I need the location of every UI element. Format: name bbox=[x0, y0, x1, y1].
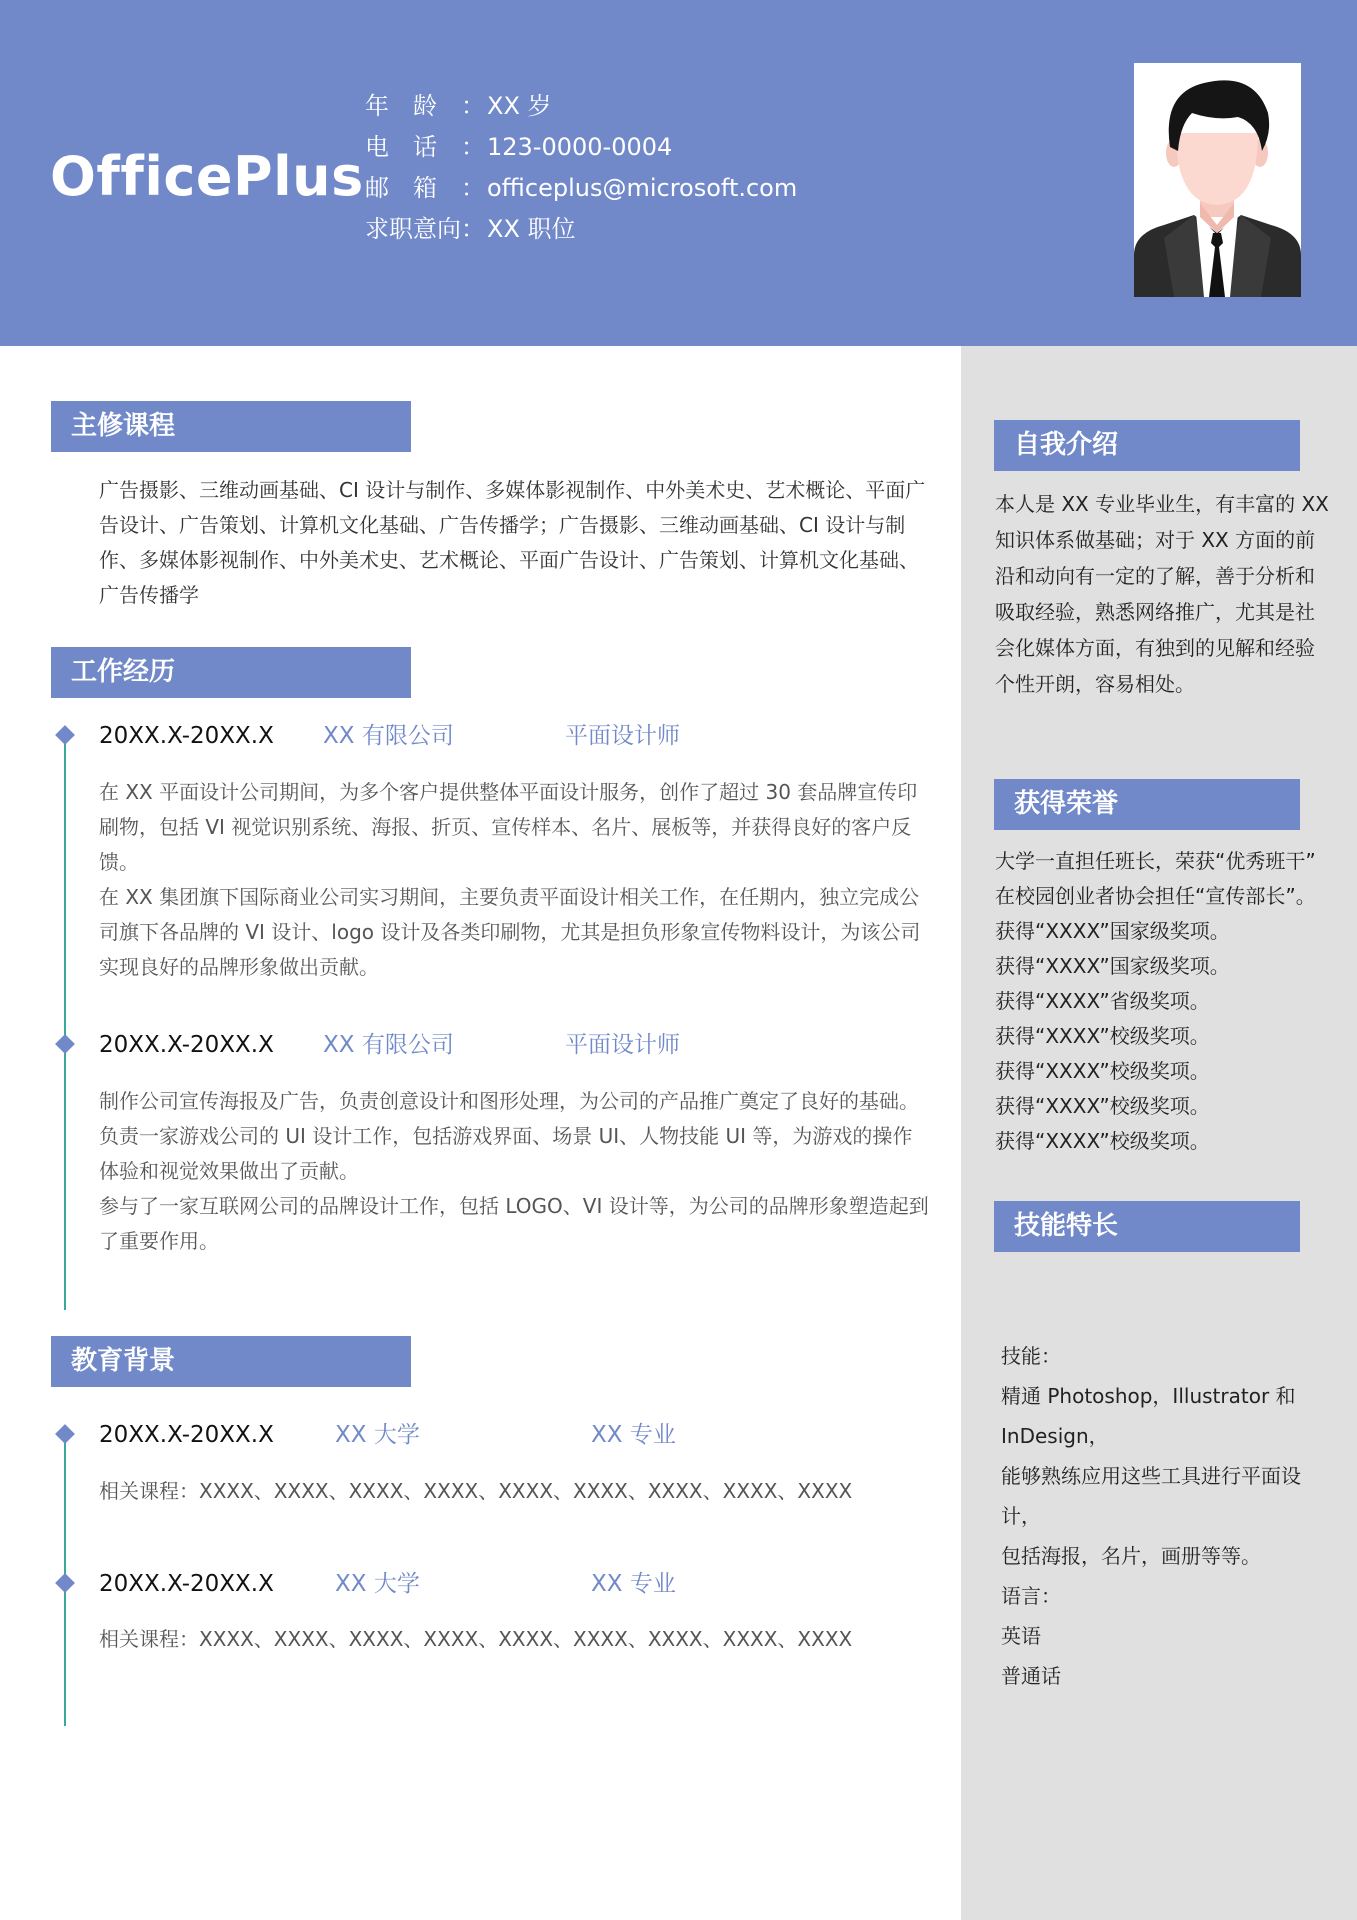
description-paragraph: 在 XX 平面设计公司期间，为多个客户提供整体平面设计服务，创作了超过 30 套品牌宣传印刷物，包括 VI 视觉识别系统、海报、折页、宣传样本、名片、展板等，并获得良好的客户反馈。 bbox=[99, 780, 918, 874]
work-entry-description bbox=[99, 775, 929, 985]
section-title-courses: 主修课程 bbox=[51, 401, 411, 452]
contact-label: 求职意向： bbox=[365, 215, 485, 243]
education-courses: 相关课程：XXXX、XXXX、XXXX、XXXX、XXXX、XXXX、XXXX、XXXX、XXXX bbox=[99, 1479, 853, 1503]
contact-label: 邮箱： bbox=[365, 174, 485, 202]
profile-photo bbox=[1134, 63, 1301, 297]
skill-line: 英语 bbox=[1001, 1624, 1041, 1648]
contact-info bbox=[365, 86, 797, 250]
entry-school: XX 大学 bbox=[335, 1571, 420, 1597]
honors-list bbox=[995, 844, 1340, 1159]
brand-name: OfficePlus bbox=[50, 145, 364, 208]
contact-value: 123-0000-0004 bbox=[487, 133, 673, 161]
contact-label: 电话： bbox=[365, 133, 485, 161]
entry-date: 20XX.X-20XX.X bbox=[99, 723, 274, 749]
skill-line: 精通 Photoshop，Illustrator 和 InDesign， bbox=[1001, 1384, 1296, 1448]
timeline-diamond-icon bbox=[55, 1573, 75, 1593]
contact-value: XX 岁 bbox=[487, 92, 552, 120]
timeline-diamond-icon bbox=[55, 1424, 75, 1444]
contact-row-objective bbox=[365, 209, 797, 250]
description-paragraph: 在 XX 集团旗下国际商业公司实习期间，主要负责平面设计相关工作，在任期内，独立完成公司旗下各品牌的 VI 设计、logo 设计及各类印刷物，尤其是担负形象宣传物料设计，为该公司实现良好的品牌形象做出贡献。 bbox=[99, 885, 921, 979]
description-paragraph: 负责一家游戏公司的 UI 设计工作，包括游戏界面、场景 UI、人物技能 UI 等，为游戏的操作体验和视觉效果做出了贡献。 bbox=[99, 1124, 913, 1183]
entry-role: 平面设计师 bbox=[565, 1032, 680, 1058]
section-title-education: 教育背景 bbox=[51, 1336, 411, 1387]
section-title-self-intro: 自我介绍 bbox=[994, 420, 1300, 471]
education-entry-header bbox=[99, 1569, 899, 1599]
skill-line: 语言： bbox=[1001, 1584, 1061, 1608]
education-courses: 相关课程：XXXX、XXXX、XXXX、XXXX、XXXX、XXXX、XXXX、XXXX、XXXX bbox=[99, 1627, 853, 1651]
section-title-honors: 获得荣誉 bbox=[994, 779, 1300, 830]
entry-role: 平面设计师 bbox=[565, 723, 680, 749]
entry-date: 20XX.X-20XX.X bbox=[99, 1422, 274, 1448]
honor-item: 获得“XXXX”省级奖项。 bbox=[995, 989, 1210, 1013]
entry-school: XX 大学 bbox=[335, 1422, 420, 1448]
education-entry-header bbox=[99, 1420, 899, 1450]
self-intro-text: 本人是 XX 专业毕业生，有丰富的 XX 知识体系做基础；对于 XX 方面的前沿和动向有一定的了解，善于分析和吸取经验，熟悉网络推广，尤其是社会化媒体方面，有独到的见解和经验个性开朗，容易相处。 bbox=[995, 492, 1329, 696]
skill-line: 技能： bbox=[1001, 1344, 1061, 1368]
header-banner bbox=[0, 0, 1357, 346]
section-title-work: 工作经历 bbox=[51, 647, 411, 698]
description-paragraph: 参与了一家互联网公司的品牌设计工作，包括 LOGO、VI 设计等，为公司的品牌形象塑造起到了重要作用。 bbox=[99, 1194, 929, 1253]
honor-item: 获得“XXXX”校级奖项。 bbox=[995, 1094, 1210, 1118]
honor-item: 获得“XXXX”校级奖项。 bbox=[995, 1059, 1210, 1083]
skills-list bbox=[1001, 1336, 1321, 1696]
work-entry-header bbox=[99, 721, 899, 751]
section-title-skills: 技能特长 bbox=[994, 1201, 1300, 1252]
honor-item: 获得“XXXX”国家级奖项。 bbox=[995, 919, 1230, 943]
contact-value: officeplus@microsoft.com bbox=[487, 174, 798, 202]
entry-company: XX 有限公司 bbox=[323, 723, 454, 749]
description-paragraph: 制作公司宣传海报及广告，负责创意设计和图形处理，为公司的产品推广奠定了良好的基础。 bbox=[99, 1089, 919, 1113]
contact-value: XX 职位 bbox=[487, 215, 576, 243]
skill-line: 能够熟练应用这些工具进行平面设计， bbox=[1001, 1464, 1301, 1528]
timeline-diamond-icon bbox=[55, 725, 75, 745]
honor-item: 获得“XXXX”校级奖项。 bbox=[995, 1129, 1210, 1153]
entry-date: 20XX.X-20XX.X bbox=[99, 1571, 274, 1597]
contact-label: 年龄： bbox=[365, 92, 485, 120]
entry-major: XX 专业 bbox=[591, 1422, 676, 1448]
entry-date: 20XX.X-20XX.X bbox=[99, 1032, 274, 1058]
timeline-diamond-icon bbox=[55, 1034, 75, 1054]
avatar-man-in-suit-icon bbox=[1134, 63, 1301, 297]
honor-item: 获得“XXXX”校级奖项。 bbox=[995, 1024, 1210, 1048]
honor-item: 获得“XXXX”国家级奖项。 bbox=[995, 954, 1230, 978]
honor-item: 大学一直担任班长，荣获“优秀班干” bbox=[995, 849, 1316, 873]
work-entry-description bbox=[99, 1084, 929, 1259]
contact-row-email bbox=[365, 168, 797, 209]
contact-row-age bbox=[365, 86, 797, 127]
contact-row-phone bbox=[365, 127, 797, 168]
entry-company: XX 有限公司 bbox=[323, 1032, 454, 1058]
work-entry-header bbox=[99, 1030, 899, 1060]
courses-text: 广告摄影、三维动画基础、CI 设计与制作、多媒体影视制作、中外美术史、艺术概论、平面广告设计、广告策划、计算机文化基础、广告传播学；广告摄影、三维动画基础、CI 设计与制作、多媒体影视制作、中外美术史、艺术概论、平面广告设计、广告策划、计算机文化基础、广告传播学 bbox=[99, 478, 926, 607]
skill-line: 普通话 bbox=[1001, 1664, 1061, 1688]
work-timeline-line bbox=[64, 735, 66, 1310]
skill-line: 包括海报，名片，画册等等。 bbox=[1001, 1544, 1261, 1568]
honor-item: 在校园创业者协会担任“宣传部长”。 bbox=[995, 884, 1316, 908]
entry-major: XX 专业 bbox=[591, 1571, 676, 1597]
